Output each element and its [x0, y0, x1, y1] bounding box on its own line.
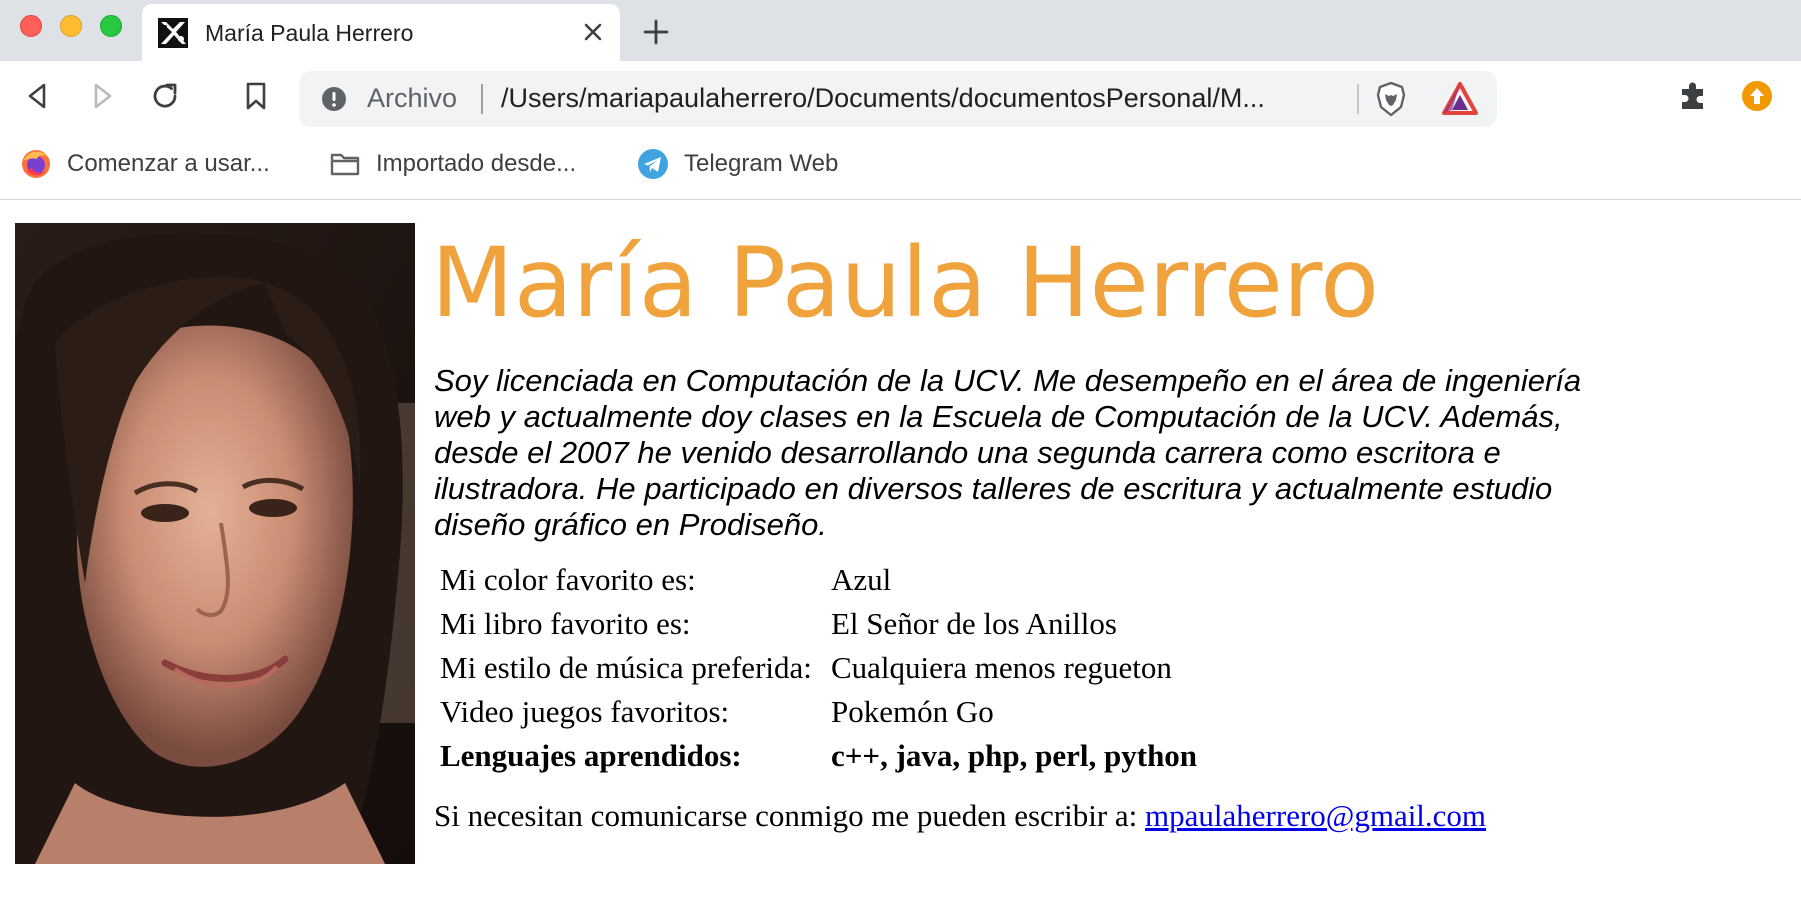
reload-icon[interactable]	[149, 80, 181, 112]
fact-label: Video juegos favoritos:	[440, 694, 730, 729]
table-row	[436, 602, 1201, 646]
tab-title: María Paula Herrero	[205, 20, 414, 46]
folder-icon	[329, 148, 361, 180]
address-separator-right	[1357, 84, 1359, 114]
bookmark-label: Comenzar a usar...	[67, 150, 270, 177]
active-tab[interactable]	[142, 4, 620, 61]
back-icon[interactable]	[22, 80, 54, 112]
contact-line	[434, 798, 1486, 834]
address-url[interactable]: /Users/mariapaulaherrero/Documents/documentosPersonal/M...	[501, 83, 1265, 113]
fact-label: Mi libro favorito es:	[440, 606, 691, 641]
fact-value: El Señor de los Anillos	[831, 606, 1117, 641]
forward-icon[interactable]	[86, 80, 118, 112]
firefox-icon	[20, 148, 52, 180]
brave-rewards-icon[interactable]	[1441, 81, 1479, 117]
address-bar[interactable]	[299, 71, 1497, 127]
table-row	[436, 690, 1201, 734]
fact-label: Mi estilo de música preferida:	[440, 650, 812, 685]
bookmark-label: Importado desde...	[376, 150, 577, 177]
page-title: María Paula Herrero	[431, 227, 1379, 339]
bookmark-telegram[interactable]	[637, 144, 838, 184]
telegram-icon	[637, 148, 669, 180]
fact-value: Azul	[831, 562, 892, 597]
bio-paragraph: Soy licenciada en Computación de la UCV. Me desempeño en el área de ingeniería web y actualmente doy clases en la Escuela de Computación de la UCV. Además, desde el 2007 he venido desarrollando una segunda carrera como escritora e ilustradora. He participado en diversos talleres de escritura y actualmente estudio diseño gráfico en Prodiseño.	[434, 363, 1582, 542]
extensions-icon[interactable]	[1676, 78, 1710, 112]
page-favicon-icon	[158, 18, 188, 48]
close-window-button[interactable]	[20, 15, 42, 37]
bookmark-importado[interactable]	[329, 144, 576, 184]
address-separator	[481, 84, 483, 114]
bookmark-label: Telegram Web	[684, 150, 839, 177]
new-tab-icon[interactable]	[642, 18, 670, 46]
bookmark-icon[interactable]	[240, 80, 272, 112]
page-content	[0, 200, 1801, 904]
address-scheme-label: Archivo	[367, 83, 458, 113]
bookmark-comenzar[interactable]	[20, 144, 270, 184]
fact-value: Pokemón Go	[831, 694, 994, 729]
bookmarks-bar	[0, 132, 1801, 200]
table-row	[436, 646, 1201, 690]
site-info-icon[interactable]	[321, 86, 347, 112]
tab-strip	[0, 0, 1801, 61]
close-tab-icon[interactable]	[580, 19, 606, 45]
profile-photo	[15, 223, 415, 864]
fact-value: c++, java, php, perl, python	[831, 738, 1198, 773]
contact-text: Si necesitan comunicarse conmigo me pueden escribir a:	[434, 798, 1146, 833]
minimize-window-button[interactable]	[60, 15, 82, 37]
browser-toolbar	[0, 61, 1801, 132]
update-available-icon[interactable]	[1741, 80, 1773, 112]
fact-value: Cualquiera menos regueton	[831, 650, 1172, 685]
favorites-table	[436, 558, 1201, 778]
table-row	[436, 558, 1201, 602]
fact-label: Lenguajes aprendidos:	[440, 738, 742, 773]
maximize-window-button[interactable]	[100, 15, 122, 37]
brave-shields-icon[interactable]	[1375, 81, 1407, 117]
email-link[interactable]: mpaulaherrero@gmail.com	[1145, 798, 1487, 833]
table-row	[436, 734, 1201, 778]
fact-label: Mi color favorito es:	[440, 562, 696, 597]
